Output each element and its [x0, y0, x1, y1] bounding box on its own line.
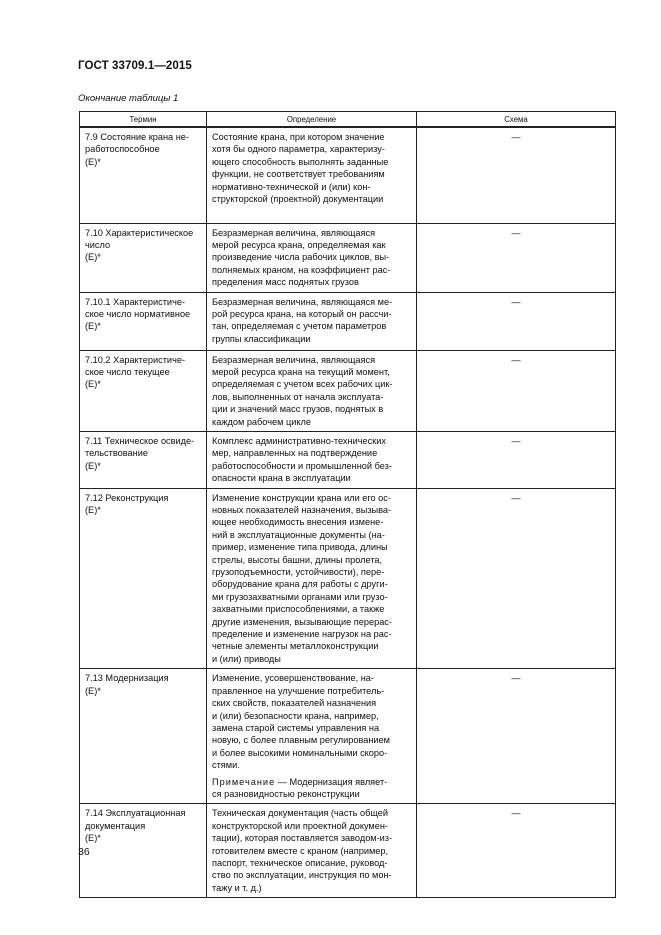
document-header: ГОСТ 33709.1—2015 — [78, 60, 192, 72]
term-cell — [80, 223, 207, 292]
definition-cell — [207, 488, 417, 669]
table-row — [80, 488, 616, 669]
table-row — [80, 669, 616, 804]
term-cell — [80, 350, 207, 431]
definition-cell — [207, 431, 417, 488]
scheme-cell: — — [417, 350, 616, 431]
term-text: 7.10 Характеристическое число (E)* — [85, 227, 194, 263]
page-number: 36 — [78, 846, 90, 858]
definition-text: Изменение, усовершенствование, на- правленное на улучшение потребитель- ских свойств, показателей назначения и (или) безопасности крана, например, замена старой системы управления на новую, с более плавным регулированием и более высокими номинальными скоро- стями. — [212, 673, 390, 771]
note-text: — Модернизация являет- ся разновидностью реконструкции — [212, 776, 388, 799]
definition-cell — [207, 350, 417, 431]
table-row — [80, 292, 616, 350]
definition-text: Комплекс административно-технических мер, направленных на подтверждение работоспособности и промышленной без- опасности крана в эксплуатации — [212, 435, 392, 484]
term-cell — [80, 804, 207, 898]
term-cell — [80, 669, 207, 804]
scheme-cell: — — [417, 804, 616, 898]
definition-cell — [207, 804, 417, 898]
scheme-cell: — — [417, 431, 616, 488]
column-header-term: Термин — [80, 112, 207, 128]
term-text: 7.10.2 Характеристиче- ское число текущее (E)* — [85, 354, 186, 390]
term-text: 7.13 Модернизация (E)* — [85, 673, 169, 696]
term-text: 7.10.1 Характеристиче- ское число нормативное (E)* — [85, 296, 191, 332]
scheme-cell: — — [417, 292, 616, 350]
table-row — [80, 223, 616, 292]
definition-cell — [207, 127, 417, 223]
definition-note — [212, 776, 411, 801]
definition-text: Безразмерная величина, являющаяся мерой ресурса крана, определяемая как произведение числа рабочих циклов, вы- полняемых краном, на коэффициент рас- пределения масс поднятых грузов — [212, 227, 391, 288]
column-header-scheme: Схема — [417, 112, 616, 128]
scheme-cell: — — [417, 488, 616, 669]
table-caption: Окончание таблицы 1 — [78, 93, 179, 104]
definition-text: Безразмерная величина, являющаяся ме- рой ресурса крана, на который он рассчи- тан, определяемая с учетом параметров группы классификации — [212, 296, 393, 344]
term-text: 7.11 Техническое освиде- тельствование (E)* — [85, 435, 195, 471]
term-cell — [80, 292, 207, 350]
term-cell — [80, 431, 207, 488]
term-text: 7.12 Реконструкция (E)* — [85, 492, 169, 515]
definition-text: Изменение конструкции крана или его ос- новных показателей назначения, вызыва- ющее необходимость внесения измене- ний в эксплуатационные документы (на- пример, изменение типа привода, длины стрелы, высоты башни, длины пролета, грузоподъемности, устойчивости), пере- оборудование крана для работы с други- ми грузозахватными органами или грузо- захватными приспособлениями, а также другие изменения, вызывающие перерас- пределение и изменение нагрузок на рас- четные элементы металлоконструкции и (или) приводы — [212, 492, 392, 664]
definition-text: Техническая документация (часть общей конструкторской или проектной докумен- тации), которая поставляется заводом-из- готовителем вместе с краном (например, паспорт, техническое описание, руковод- ство по эксплуатации, инструкция по мон- тажу и т. д.) — [212, 808, 393, 893]
definition-cell — [207, 669, 417, 804]
table-row — [80, 127, 616, 223]
scheme-cell: — — [417, 127, 616, 223]
column-header-definition: Определение — [207, 112, 417, 128]
definition-cell — [207, 292, 417, 350]
scheme-cell: — — [417, 223, 616, 292]
note-label: Примечание — [212, 776, 276, 787]
term-text: 7.14 Эксплуатационная документация (E)* — [85, 808, 186, 844]
table-header-row — [80, 112, 616, 128]
table-row — [80, 350, 616, 431]
table-row — [80, 431, 616, 488]
term-cell — [80, 127, 207, 223]
term-cell — [80, 488, 207, 669]
scheme-cell: — — [417, 669, 616, 804]
definition-cell — [207, 223, 417, 292]
term-text: 7.9 Состояние крана не- работоспособное (E)* — [85, 132, 189, 167]
terms-table — [79, 111, 616, 898]
definition-text: Состояние крана, при котором значение хотя бы одного параметра, характеризу- ющего способность выполнять заданные функции, не соответствует требованиям нормативно-технической и (или) кон- структорской (проектной) документации — [212, 132, 389, 205]
definition-text: Безразмерная величина, являющаяся мерой ресурса крана на текущий момент, определяемая с учетом всех рабочих цик- лов, выполненных от начала эксплуата- ции и значений масс грузов, поднятых в каждом рабочем цикле — [212, 354, 393, 427]
table-row — [80, 804, 616, 898]
